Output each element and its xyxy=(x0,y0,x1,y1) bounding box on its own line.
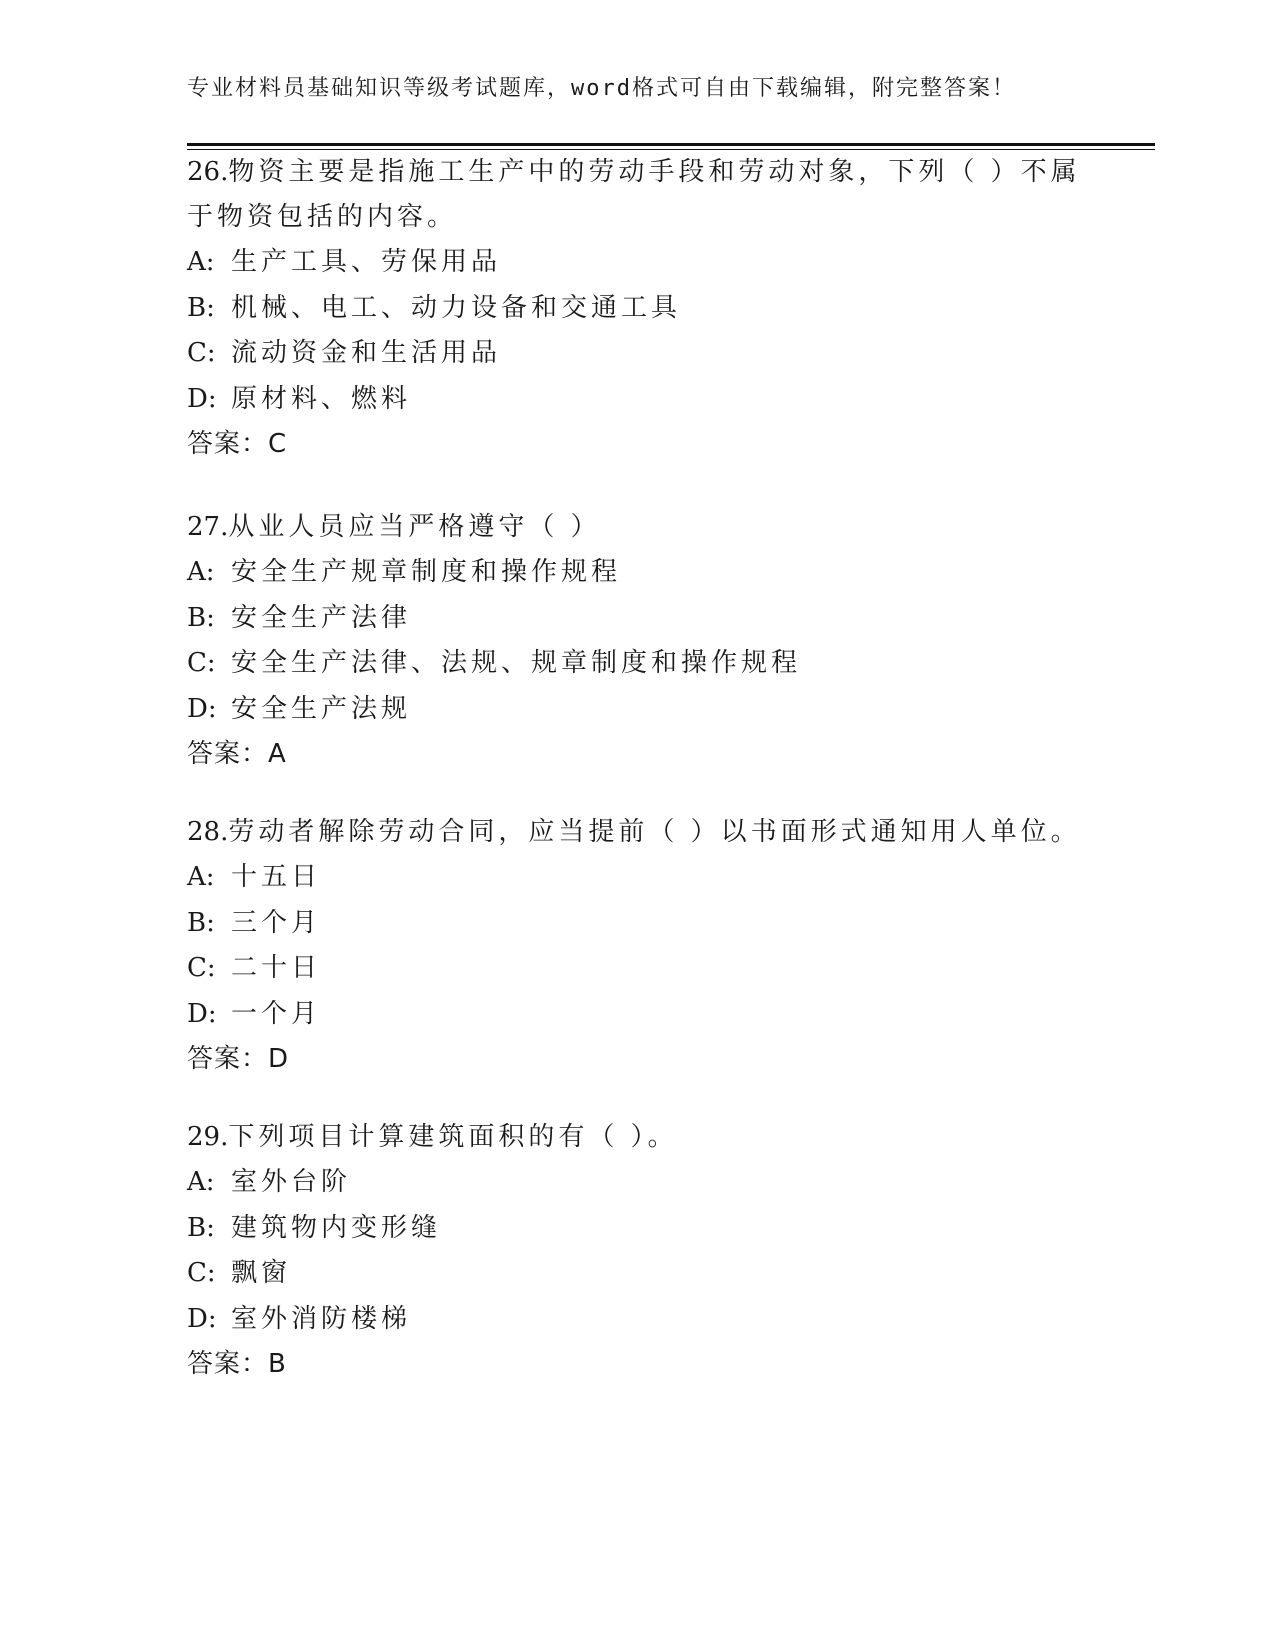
option-b xyxy=(187,901,1087,947)
option-key: C: xyxy=(187,953,216,983)
question-number: 26. xyxy=(187,157,229,187)
option-a xyxy=(187,240,1087,286)
question-number: 29. xyxy=(187,1122,229,1152)
option-c xyxy=(187,1251,1087,1297)
question-number: 27. xyxy=(187,512,229,542)
question-27 xyxy=(187,505,1087,778)
option-text: 机械、电工、动力设备和交通工具 xyxy=(231,292,682,323)
question-29 xyxy=(187,1115,1087,1388)
option-d xyxy=(187,687,1087,733)
question-text-line1: 劳动者解除劳动合同，应当提前（ ）以书面形式通知用人单位。 xyxy=(228,817,1081,847)
question-stem xyxy=(187,150,1087,195)
option-d xyxy=(187,992,1087,1038)
option-text: 室外消防楼梯 xyxy=(231,1303,412,1334)
option-text: 三个月 xyxy=(231,907,322,938)
header-rule-thick xyxy=(187,143,1155,146)
option-key: D: xyxy=(187,1303,217,1334)
option-c xyxy=(187,331,1087,377)
option-key: A: xyxy=(187,862,215,892)
answer-text: 答案：C xyxy=(187,429,288,459)
option-c xyxy=(187,946,1087,992)
answer-text: 答案：A xyxy=(187,739,287,769)
question-28 xyxy=(187,810,1087,1083)
option-key: A: xyxy=(187,557,215,587)
page-header: 专业材料员基础知识等级考试题库，word格式可自由下载编辑，附完整答案！ xyxy=(187,76,1016,101)
option-key: B: xyxy=(187,602,215,633)
option-text: 飘窗 xyxy=(231,1258,292,1288)
question-text-line2: 于物资包括的内容。 xyxy=(187,202,458,232)
question-stem xyxy=(187,505,1087,550)
option-text: 安全生产法律、法规、规章制度和操作规程 xyxy=(231,648,802,678)
question-26 xyxy=(187,150,1087,468)
option-d xyxy=(187,377,1087,423)
answer-text: 答案：D xyxy=(187,1044,290,1074)
option-text: 生产工具、劳保用品 xyxy=(231,247,502,277)
question-text-line1: 从业人员应当严格遵守（ ） xyxy=(228,512,601,542)
option-text: 安全生产法律 xyxy=(231,602,412,633)
option-key: D: xyxy=(187,693,217,724)
option-key: C: xyxy=(187,338,216,368)
option-c xyxy=(187,641,1087,687)
option-key: C: xyxy=(187,648,216,678)
question-stem xyxy=(187,810,1087,855)
option-text: 流动资金和生活用品 xyxy=(231,338,502,368)
option-a xyxy=(187,550,1087,596)
option-text: 原材料、燃料 xyxy=(231,383,412,414)
option-text: 二十日 xyxy=(231,953,322,983)
option-b xyxy=(187,1206,1087,1252)
option-a xyxy=(187,1160,1087,1206)
option-key: A: xyxy=(187,1167,215,1197)
option-text: 十五日 xyxy=(231,862,322,892)
question-stem xyxy=(187,1115,1087,1160)
option-text: 一个月 xyxy=(231,998,322,1029)
option-key: D: xyxy=(187,383,217,414)
option-text: 安全生产规章制度和操作规程 xyxy=(231,557,622,587)
option-key: B: xyxy=(187,907,215,938)
question-text-line1: 下列项目计算建筑面积的有（ ）。 xyxy=(228,1122,678,1152)
option-key: A: xyxy=(187,247,215,277)
option-text: 建筑物内变形缝 xyxy=(231,1212,442,1243)
option-b xyxy=(187,596,1087,642)
answer-text: 答案：B xyxy=(187,1349,287,1379)
option-key: C: xyxy=(187,1258,216,1288)
option-key: B: xyxy=(187,292,215,323)
option-text: 安全生产法规 xyxy=(231,693,412,724)
option-key: B: xyxy=(187,1212,215,1243)
option-d xyxy=(187,1297,1087,1343)
option-text: 室外台阶 xyxy=(231,1167,352,1197)
option-a xyxy=(187,855,1087,901)
question-number: 28. xyxy=(187,817,229,847)
option-key: D: xyxy=(187,998,217,1029)
option-b xyxy=(187,286,1087,332)
question-text-line1: 物资主要是指施工生产中的劳动手段和劳动对象，下列（ ）不属 xyxy=(228,157,1081,187)
